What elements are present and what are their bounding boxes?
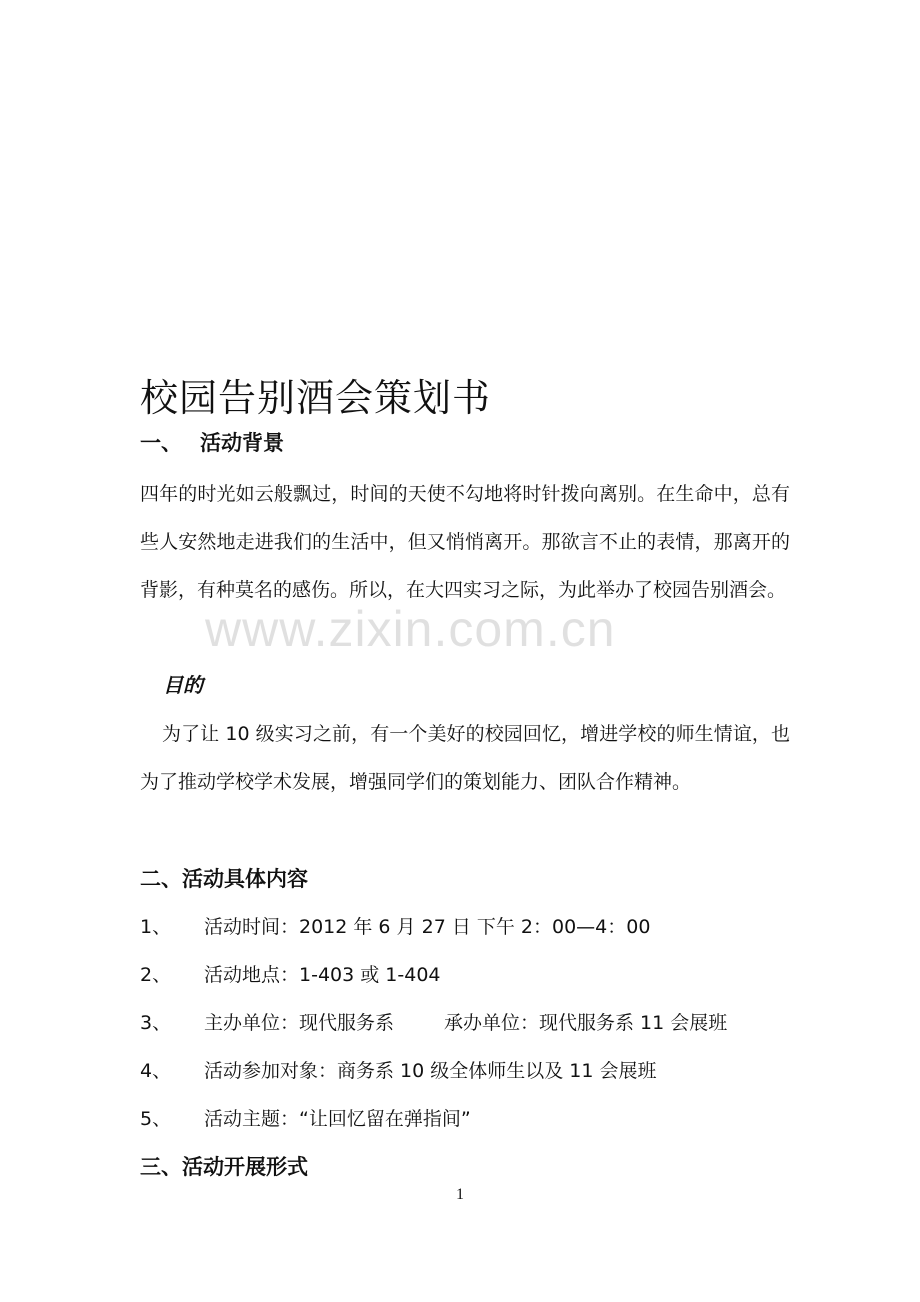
list-item-number: 2、 xyxy=(140,964,172,986)
section1-title: 活动背景 xyxy=(200,431,284,455)
list-item xyxy=(140,912,650,942)
list-item-text: 活动地点：1-403 或 1-404 xyxy=(204,964,441,986)
section3-heading: 三、活动开展形式 xyxy=(140,1155,308,1179)
list-item-number: 3、 xyxy=(140,1012,172,1034)
page-number: 1 xyxy=(456,1186,464,1203)
background-paragraph: 四年的时光如云般飘过，时间的天使不勾地将时针拨向离别。在生命中，总有些人安然地走进我们的生活中，但又悄悄离开。那欲言不止的表情，那离开的背影，有种莫名的感伤。所以，在大四实习之际，为此举办了校园告别酒会。 xyxy=(140,483,790,601)
section1-heading xyxy=(140,428,284,458)
list-item-text: 活动参加对象：商务系 10 级全体师生以及 11 会展班 xyxy=(204,1060,657,1082)
section2-heading: 二、活动具体内容 xyxy=(140,867,308,891)
watermark: www.zixin.com.cn xyxy=(205,601,616,657)
list-item xyxy=(140,1104,471,1134)
list-item-text: 主办单位：现代服务系 xyxy=(204,1012,395,1034)
document-title: 校园告别酒会策划书 xyxy=(140,376,492,420)
list-item xyxy=(140,1056,657,1086)
list-item-text: 活动时间：2012 年 6 月 27 日 下午 2：00—4：00 xyxy=(204,916,651,938)
list-item-text-secondary: 承办单位：现代服务系 11 会展班 xyxy=(444,1012,728,1034)
purpose-heading: 目的 xyxy=(163,673,203,697)
list-item-text: 活动主题：“让回忆留在弹指间” xyxy=(204,1108,471,1130)
list-item-number: 1、 xyxy=(140,916,172,938)
section1-number: 一、 xyxy=(140,431,182,455)
list-item xyxy=(140,960,441,990)
list-item xyxy=(140,1008,727,1038)
list-item-number: 5、 xyxy=(140,1108,172,1130)
purpose-paragraph: 为了让 10 级实习之前，有一个美好的校园回忆，增进学校的师生情谊，也为了推动学校学术发展，增强同学们的策划能力、团队合作精神。 xyxy=(140,723,790,793)
list-item-number: 4、 xyxy=(140,1060,172,1082)
